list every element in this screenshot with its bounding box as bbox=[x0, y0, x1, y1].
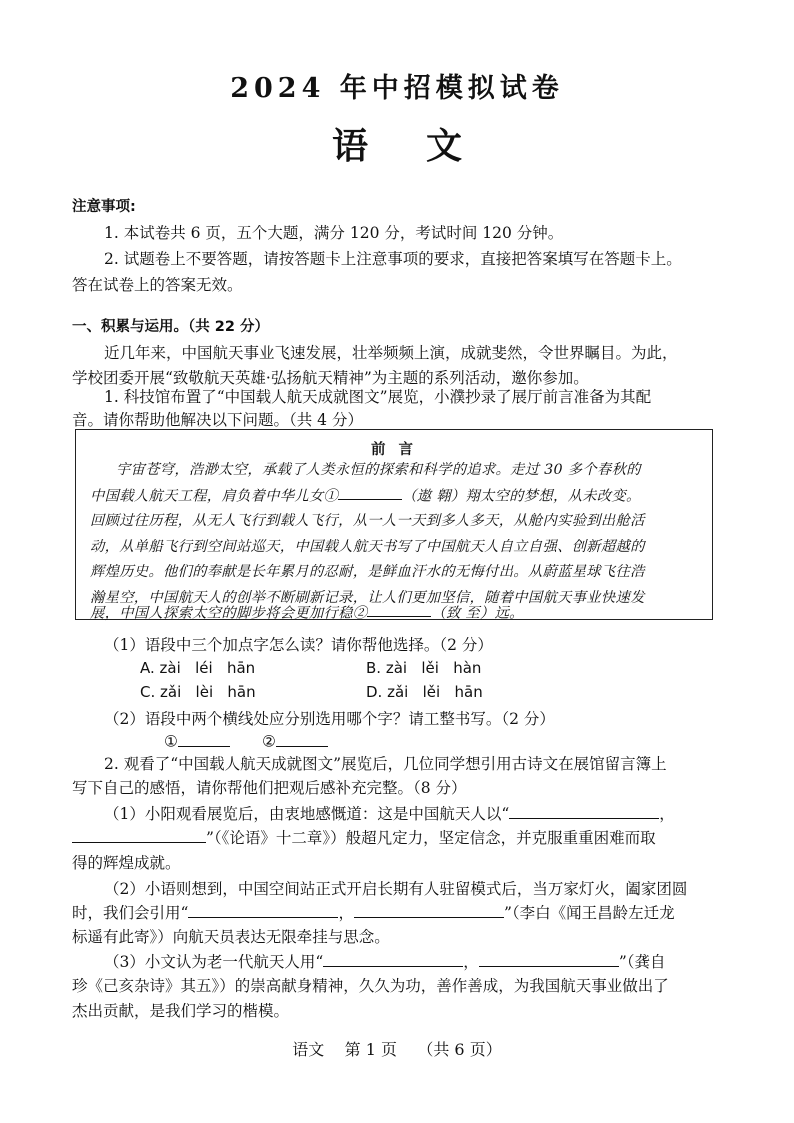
q2-s1-line1-end: ， bbox=[659, 805, 675, 823]
q2-s2-blank-2 bbox=[354, 902, 504, 919]
preface-line2-end: （遨 翱）翔太空的梦想，从未改变。 bbox=[402, 488, 641, 505]
q2-s1-line2-text: ”（《论语》十二章》）般超凡定力，坚定信念，并克服重重困难而取 bbox=[206, 829, 656, 847]
q2-s2-blank-1 bbox=[188, 902, 338, 919]
subject-title: 语文 bbox=[331, 125, 520, 167]
q2-s3-line1-end: ”（龚自 bbox=[618, 953, 666, 971]
option-b: B. zài lěi hàn bbox=[366, 659, 482, 677]
q2-s3-blank-1 bbox=[323, 951, 463, 968]
preface-line7-end: （致 至）远。 bbox=[431, 605, 524, 622]
option-a: A. zài léi hān bbox=[140, 659, 256, 677]
question1-line2: 音。请你帮助他解决以下问题。（共 4 分） bbox=[72, 411, 363, 429]
answer-blank-1-label: ① bbox=[164, 732, 178, 751]
notice-item-2-line1: 2. 试题卷上不要答题，请按答题卡上注意事项的要求，直接把答案填写在答题卡上。 bbox=[104, 250, 682, 268]
section1-heading: 一、积累与运用。（共 22 分） bbox=[72, 319, 270, 335]
preface-line6: 瀚星空，中国航天人的创举不断刷新记录，让人们更加坚信，随着中国航天事业快速发 bbox=[90, 590, 645, 606]
exam-title: 2024 年中招模拟试卷 bbox=[230, 73, 564, 104]
preface-line2-start: 中国载人航天工程，肩负着中华儿女① bbox=[90, 488, 339, 505]
option-d: D. zǎi lěi hān bbox=[366, 683, 483, 701]
option-c: C. zǎi lèi hān bbox=[140, 683, 256, 701]
answer-blank-1-line bbox=[178, 730, 230, 747]
q2-s2-line2 bbox=[72, 901, 675, 923]
preface-line2 bbox=[90, 485, 641, 505]
notice-item-1: 1. 本试卷共 6 页，五个大题，满分 120 分，考试时间 120 分钟。 bbox=[104, 224, 564, 242]
answer-blank-2-line bbox=[276, 730, 328, 747]
notice-heading: 注意事项: bbox=[72, 199, 136, 215]
q2-s1-line1 bbox=[104, 802, 675, 824]
q2-s1-blank-2 bbox=[72, 827, 206, 844]
q2-s3-line1 bbox=[104, 950, 666, 972]
q2-s2-line3: 标遥有此寄》）向航天员表达无限牵挂与思念。 bbox=[72, 928, 390, 946]
question2-line1: 2. 观看了“中国载人航天成就图文”展览后，几位同学想引用古诗文在展馆留言簿上 bbox=[104, 755, 667, 773]
q1-sub1-prompt: （1）语段中三个加点字怎么读？请你帮他选择。（2 分） bbox=[104, 636, 493, 654]
q2-s3-blank-2 bbox=[479, 951, 619, 968]
answer-blank-1 bbox=[164, 730, 230, 751]
answer-blank-2-label: ② bbox=[262, 732, 276, 751]
q2-s2-line1: （2）小语则想到，中国空间站正式开启长期有人驻留模式后，当万家灯火，阖家团圆 bbox=[104, 880, 688, 898]
q2-s1-line1-text: （1）小阳观看展览后，由衷地感慨道：这是中国航天人以“ bbox=[104, 805, 510, 823]
q2-s3-line2: 珍《己亥杂诗》其五》）的崇高献身精神，久久为功，善作善成，为我国航天事业做出了 bbox=[72, 977, 669, 995]
page-footer: 语文 第 1 页 （共 6 页） bbox=[292, 1040, 502, 1059]
preface-line3: 回顾过往历程，从无人飞行到载人飞行，从一人一天到多人多天，从舱内实验到出舱活 bbox=[90, 513, 645, 529]
q2-s3-line1-comma: ， bbox=[463, 953, 479, 971]
q2-s3-line3: 杰出贡献，是我们学习的楷模。 bbox=[72, 1002, 290, 1020]
preface-line4: 动，从单船飞行到空间站巡天，中国载人航天书写了中国航天人自立自强、创新超越的 bbox=[90, 539, 645, 555]
preface-box bbox=[75, 429, 713, 620]
q2-s2-line2-start: 时，我们会引用“ bbox=[72, 904, 189, 922]
q2-s2-line2-comma: ， bbox=[338, 904, 354, 922]
answer-blank-2 bbox=[262, 730, 328, 751]
q2-s1-line3: 得的辉煌成就。 bbox=[72, 854, 181, 872]
q1-sub2-prompt: （2）语段中两个横线处应分别选用哪个字？请工整书写。（2 分） bbox=[104, 710, 555, 728]
q2-s1-line2 bbox=[72, 826, 656, 848]
question1-line1: 1. 科技馆布置了“中国载人航天成就图文”展览，小濮抄录了展厅前言准备为其配 bbox=[104, 388, 652, 406]
section1-intro-line2: 学校团委开展“致敬航天英雄·弘扬航天精神”为主题的系列活动，邀你参加。 bbox=[72, 369, 589, 387]
preface-title: 前 言 bbox=[370, 441, 418, 458]
preface-blank-2 bbox=[367, 602, 431, 617]
preface-line1: 宇宙苍穹，浩渺太空，承载了人类永恒的探索和科学的追求。走过 30 多个春秋的 bbox=[116, 462, 641, 478]
question2-line2: 写下自己的感悟，请你帮他们把观后感补充完整。（8 分） bbox=[72, 779, 467, 797]
notice-item-2-line2: 答在试卷上的答案无效。 bbox=[72, 276, 243, 294]
preface-line7-start: 展，中国人探索太空的脚步将会更加行稳② bbox=[90, 605, 368, 622]
preface-line7 bbox=[90, 602, 524, 622]
preface-line5: 辉煌历史。他们的奉献是长年累月的忍耐，是鲜血汗水的无悔付出。从蔚蓝星球飞往浩 bbox=[90, 564, 645, 580]
q2-s2-line2-end: ”（李白《闻王昌龄左迁龙 bbox=[503, 904, 675, 922]
preface-blank-1 bbox=[338, 485, 402, 500]
q2-s1-blank-1 bbox=[509, 803, 659, 820]
section1-intro-line1: 近几年来，中国航天事业飞速发展，壮举频频上演，成就斐然，令世界瞩目。为此， bbox=[104, 344, 678, 362]
q2-s3-line1-start: （3）小文认为老一代航天人用“ bbox=[104, 953, 324, 971]
